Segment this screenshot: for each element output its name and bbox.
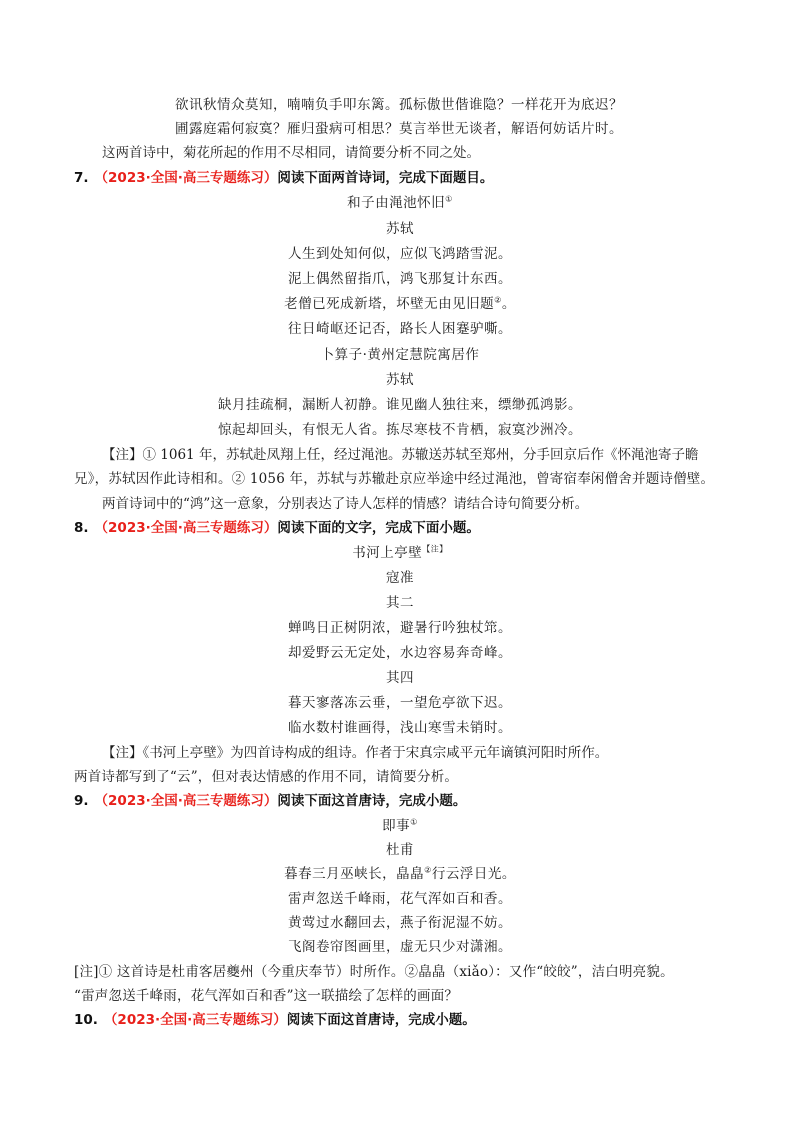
question-source: （2023·全国·高三专题练习）: [103, 1012, 287, 1028]
poem-author: 杜甫: [386, 842, 414, 858]
poem-line: 惊起却回头，有恨无人省。拣尽寒枝不肯栖，寂寞沙洲冷。: [218, 422, 582, 438]
poem-line: 飞阁卷帘图画里，虚无只少对潇湘。: [288, 939, 512, 955]
poem-line: 泥上偶然留指爪，鸿飞那复计东西。: [288, 271, 512, 287]
poem-title: [0, 543, 800, 563]
question-instruction: 阅读下面这首唐诗，完成小题。: [286, 1012, 476, 1028]
question-prompt: “雷声忽送千峰雨，花气浑如百和香”这一联描绘了怎样的画面？: [74, 988, 459, 1004]
question-7-heading: [74, 168, 493, 188]
poem-author: 苏轼: [386, 221, 414, 237]
footnote: [注]① 这首诗是杜甫客居夔州（今重庆奉节）时所作。②皛皛（xiǎo）：又作“皎皎”，洁白明亮貌。: [74, 964, 674, 980]
question-instruction: 阅读下面的文字，完成下面小题。: [277, 520, 480, 536]
poem-line: 人生到处知何似，应似飞鸿踏雪泥。: [288, 246, 512, 262]
footnote-marker: 【注】: [422, 544, 448, 554]
question-9-heading: [74, 791, 466, 811]
footnote: 兄》，苏轼因作此诗相和。② 1056 年，苏轼与苏辙赴京应举途中经过渑池，曾寄宿奉闲僧舍并题诗僧壁。: [74, 471, 715, 487]
question-number: 8.: [74, 520, 89, 536]
question-prompt: 两首诗词中的“鸿”这一意象，分别表达了诗人怎样的情感？请结合诗句简要分析。: [102, 496, 589, 512]
footnote: 【注】《书河上亭壁》为四首诗构成的组诗。作者于宋真宗咸平元年谪镇河阳时所作。: [102, 745, 609, 761]
poem-line: 圃露庭霜何寂寞？雁归蛩病可相思？莫言举世无谈者，解语何妨话片时。: [175, 121, 623, 137]
question-instruction: 阅读下面两首诗词，完成下面题目。: [277, 170, 494, 186]
question-prompt: 这两首诗中，菊花所起的作用不尽相同，请简要分析不同之处。: [102, 145, 480, 161]
poem-line: 欲讯秋情众莫知，喃喃负手叩东篱。孤标傲世偕谁隐？一样花开为底迟？: [175, 97, 623, 113]
question-source: （2023·全国·高三专题练习）: [94, 793, 278, 809]
footnote-marker: ②: [424, 865, 432, 875]
poem-title: [0, 816, 800, 836]
poem-line: [0, 864, 800, 884]
poem-line: 却爱野云无定处，水边容易奔奇峰。: [288, 645, 512, 661]
poem-line: 黄莺过水翻回去，燕子衔泥湿不妨。: [288, 915, 512, 931]
question-instruction: 阅读下面这首唐诗，完成小题。: [277, 793, 467, 809]
poem-title-text: 书河上亭壁: [352, 545, 423, 561]
poem-title: 卜算子·黄州定慧院寓居作: [320, 347, 480, 363]
poem-line-text: 老僧已死成新塔，坏壁无由见旧题: [284, 296, 495, 312]
question-number: 9.: [74, 793, 89, 809]
poem-line: 暮天寥落冻云垂，一望危亭欲下迟。: [288, 695, 512, 711]
poem-line: [0, 294, 800, 314]
footnote-marker: ①: [445, 194, 453, 204]
footnote-marker: ①: [410, 817, 418, 827]
question-source: （2023·全国·高三专题练习）: [94, 520, 278, 536]
question-number: 10.: [74, 1012, 98, 1028]
poem-author: 苏轼: [386, 372, 414, 388]
poem-line-text: 暮春三月巫峡长，皛皛: [284, 866, 425, 882]
footnote: 【注】① 1061 年，苏轼赴凤翔上任，经过渑池。苏辙送苏轼至郑州，分手回京后作《怀渑池寄子瞻: [102, 447, 699, 463]
poem-line-end: 。: [501, 296, 516, 312]
poem-subtitle: 其四: [386, 670, 414, 686]
question-source: （2023·全国·高三专题练习）: [94, 170, 278, 186]
poem-line: 临水数村谁画得，浅山寒雪未销时。: [288, 720, 512, 736]
poem-line: 缺月挂疏桐，漏断人初静。谁见幽人独往来，缥缈孤鸿影。: [218, 397, 582, 413]
question-8-heading: [74, 518, 480, 538]
poem-title-text: 即事: [382, 818, 411, 834]
question-10-heading: [74, 1010, 476, 1030]
poem-author: 寇准: [386, 570, 414, 586]
poem-title: [0, 193, 800, 213]
footnote-marker: ②: [494, 295, 502, 305]
poem-line-text: 行云浮日光。: [431, 866, 516, 882]
poem-subtitle: 其二: [386, 595, 414, 611]
poem-title-text: 和子由渑池怀旧: [347, 195, 446, 211]
poem-line: 蝉鸣日正树阴浓，避暑行吟独杖筇。: [288, 620, 512, 636]
poem-line: 雷声忽送千峰雨，花气浑如百和香。: [288, 891, 512, 907]
poem-line: 往日崎岖还记否，路长人困蹇驴嘶。: [288, 321, 512, 337]
question-number: 7.: [74, 170, 89, 186]
question-prompt: 两首诗都写到了“云”，但对表达情感的作用不同，请简要分析。: [74, 769, 459, 785]
